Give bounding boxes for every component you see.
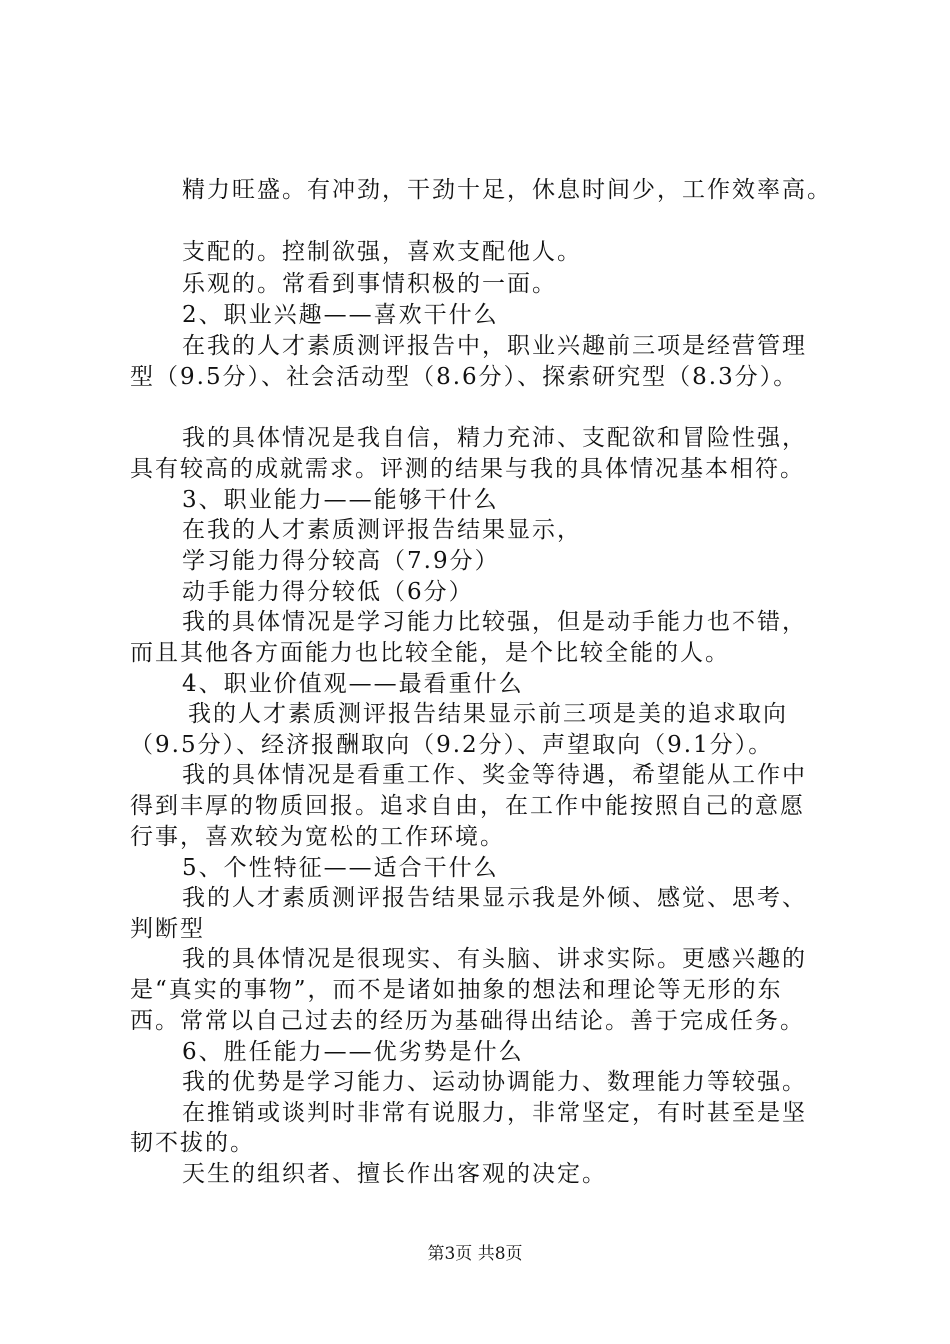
section-heading: 6、胜任能力——优劣势是什么 bbox=[182, 1039, 524, 1065]
text-line: （9.5分）、经济报酬取向（9.2分）、声望取向（9.1分）。 bbox=[130, 732, 774, 758]
text-line: 我的具体情况是我自信，精力充沛、支配欲和冒险性强， bbox=[182, 425, 807, 451]
text-line: 动手能力得分较低（6分） bbox=[182, 579, 474, 605]
page-number-footer: 第3页 共8页 bbox=[427, 1244, 523, 1264]
text-line: 精力旺盛。有冲劲，干劲十足，休息时间少，工作效率高。 bbox=[182, 177, 832, 203]
text-line: 而且其他各方面能力也比较全能，是个比较全能的人。 bbox=[130, 640, 730, 666]
text-line: 乐观的。常看到事情积极的一面。 bbox=[182, 271, 557, 297]
text-line: 支配的。控制欲强，喜欢支配他人。 bbox=[182, 239, 582, 265]
text-line: 天生的组织者、擅长作出客观的决定。 bbox=[182, 1161, 607, 1187]
section-heading: 4、职业价值观——最看重什么 bbox=[182, 671, 524, 697]
text-line: 判断型 bbox=[130, 916, 205, 942]
text-line: 我的具体情况是很现实、有头脑、讲求实际。更感兴趣的 bbox=[182, 946, 807, 972]
text-line: 韧不拔的。 bbox=[130, 1130, 255, 1156]
text-line: 在推销或谈判时非常有说服力，非常坚定，有时甚至是坚 bbox=[182, 1100, 807, 1126]
text-line: 具有较高的成就需求。评测的结果与我的具体情况基本相符。 bbox=[130, 456, 805, 482]
text-line: 我的优势是学习能力、运动协调能力、数理能力等较强。 bbox=[182, 1069, 807, 1095]
text-line: 西。常常以自己过去的经历为基础得出结论。善于完成任务。 bbox=[130, 1008, 805, 1034]
text-line: 型（9.5分）、社会活动型（8.6分）、探索研究型（8.3分）。 bbox=[130, 364, 799, 390]
text-line: 我的具体情况是看重工作、奖金等待遇，希望能从工作中 bbox=[182, 762, 807, 788]
section-heading: 5、个性特征——适合干什么 bbox=[182, 855, 499, 881]
text-line: 在我的人才素质测评报告中，职业兴趣前三项是经营管理 bbox=[182, 333, 807, 359]
text-line: 得到丰厚的物质回报。追求自由，在工作中能按照自己的意愿 bbox=[130, 793, 805, 819]
section-heading: 2、职业兴趣——喜欢干什么 bbox=[182, 302, 499, 328]
text-line: 是“真实的事物”，而不是诸如抽象的想法和理论等无形的东 bbox=[130, 977, 783, 1003]
text-line: 学习能力得分较高（7.9分） bbox=[182, 548, 500, 574]
text-line: 在我的人才素质测评报告结果显示， bbox=[182, 517, 582, 543]
text-line: 我的具体情况是学习能力比较强，但是动手能力也不错， bbox=[182, 609, 807, 635]
text-line: 我的人才素质测评报告结果显示前三项是美的追求取向 bbox=[188, 701, 788, 727]
text-line: 我的人才素质测评报告结果显示我是外倾、感觉、思考、 bbox=[182, 885, 807, 911]
section-heading: 3、职业能力——能够干什么 bbox=[182, 487, 499, 513]
text-line: 行事，喜欢较为宽松的工作环境。 bbox=[130, 824, 505, 850]
